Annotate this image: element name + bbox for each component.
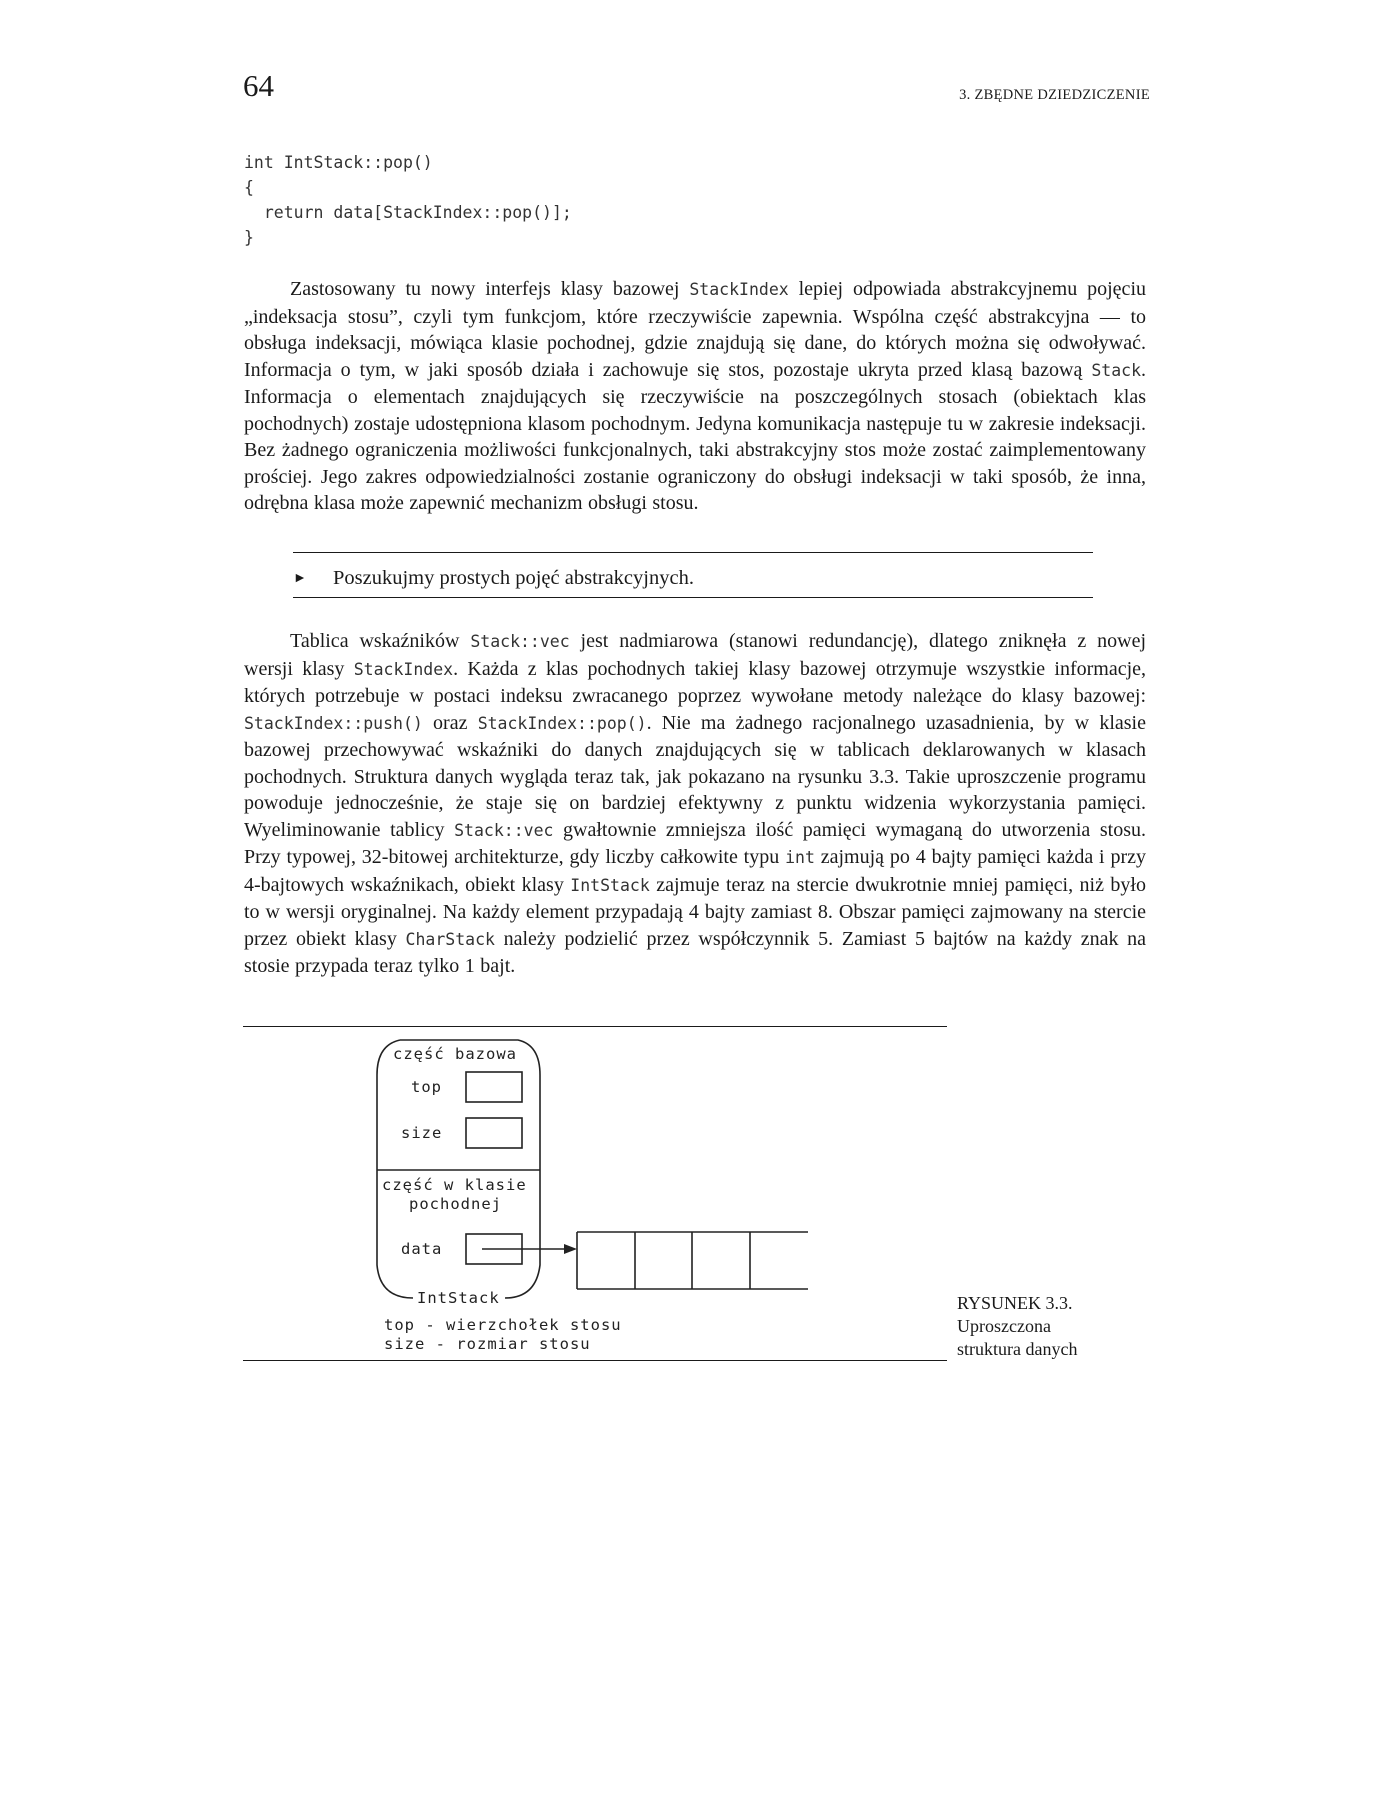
code-term: StackIndex::pop()	[477, 713, 647, 733]
callout-text: Poszukujmy prostych pojęć abstrakcyjnych.	[333, 567, 694, 589]
text-run: Tablica wskaźników	[290, 630, 471, 652]
base-part-label: część bazowa	[393, 1045, 517, 1063]
text-run: . Każda z klas pochodnych takiej klasy bazowej otrzymuje wszystkie informacje, których potrzebuje w postaci indeksu zwracanego poprzez wywołane metody należące do klasy bazowej:	[244, 657, 1147, 707]
caption-text: Uproszczona	[957, 1316, 1051, 1336]
class-name-label: IntStack	[417, 1289, 500, 1307]
code-term: Stack::vec	[470, 632, 570, 651]
object-outline	[377, 1040, 540, 1298]
code-line: int IntStack::pop()	[244, 153, 433, 172]
top-field-label: top	[411, 1078, 442, 1096]
text-run: należy podzielić przez współczynnik 5. Zamiast 5 bajtów na każdy znak na stosie przypada teraz tylko 1 bajt.	[244, 927, 1147, 977]
running-head: 3. ZBĘDNE DZIEDZICZENIE	[959, 87, 1150, 103]
caption-number: RYSUNEK 3.3.	[957, 1293, 1073, 1313]
caption-text: struktura danych	[957, 1339, 1078, 1359]
code-term: IntStack	[570, 875, 650, 895]
derived-part-label: pochodnej	[409, 1195, 502, 1213]
top-field-box	[466, 1072, 522, 1102]
size-field-box	[466, 1118, 522, 1148]
text-run: jest nadmiarowa (stanowi redundancję), dlatego zniknęła z nowej wersji klasy	[244, 630, 1147, 680]
text-run: . Informacja o elementach znajdujących się rzeczywiście na poszczególnych stosach (obiektach klas pochodnych) zostaje udostępniona klasom pochodnym. Jedyna komunikacja następuje tu w zakresie indeksacji. Bez żadnego ograniczenia możliwości funkcjonalnych, taki abstrakcyjny stos może zostać zaimplementowany prościej. Jego zakres odpowiedzialności zostanie ograniczony do obsługi indeksacji w taki sposób, że inna, odrębna klasa może zapewnić mechanizm obsługi stosu.	[244, 358, 1146, 514]
code-line: }	[244, 228, 254, 247]
code-term: StackIndex	[353, 659, 454, 679]
code-line: {	[244, 178, 254, 197]
size-field-label: size	[401, 1124, 443, 1142]
arrowhead-icon	[564, 1244, 577, 1254]
text-run: zajmują po 4 bajty pamięci każda i przy 4-bajtowych wskaźnikach, obiekt klasy	[244, 846, 1146, 896]
code-term: int	[785, 848, 815, 867]
legend-size: size - rozmiar stosu	[384, 1335, 591, 1353]
code-line: return data[StackIndex::pop()];	[244, 203, 572, 222]
code-term: CharStack	[405, 929, 495, 949]
code-term: Stack	[1091, 360, 1141, 380]
text-run: zajmuje teraz na stercie dwukrotnie mniej pamięci, niż było to w wersji oryginalnej. Na każdy element przypadają 4 bajty zamiast 8. Obszar pamięci zajmowany na stercie przez obiekt klasy	[244, 873, 1146, 950]
data-field-label: data	[401, 1240, 443, 1258]
code-term: StackIndex	[689, 280, 789, 299]
text-run: . Nie ma żadnego racjonalnego uzasadnienia, by w klasie bazowej przechowywać wskaźniki do danych znajdujących się w tablicach deklarowanych w klasach pochodnych. Struktura danych wygląda teraz tak, jak pokazano na rysunku 3.3. Takie uproszczenie programu powoduje jednocześnie, że staje się on bardziej efektywny z punktu widzenia wykorzystania pamięci. Wyeliminowanie tablicy	[244, 711, 1146, 841]
code-term: Stack::vec	[454, 820, 554, 840]
text-run: Zastosowany tu nowy interfejs klasy bazowej	[290, 278, 690, 300]
text-run: lepiej odpowiada abstrakcyjnemu pojęciu „indeksacja stosu”, czyli tym funkcjom, które rzeczywiście zapewnia. Wspólna część abstrakcyjna — to obsługa indeksacji, mówiąca klasie pochodnej, gdzie znajdują się dane, do których można się odwoływać. Informacja o tym, w jaki sposób działa i zachowuje się stos, pozostaje ukryta przed klasą bazową	[244, 278, 1146, 381]
page-number: 64	[243, 68, 274, 103]
figure-caption	[957, 1292, 1077, 1361]
code-term: StackIndex::push()	[244, 713, 423, 733]
text-run: gwałtownie zmniejsza ilość pamięci wymaganą do utworzenia stosu. Przy typowej, 32-bitowej architekturze, gdy liczby całkowite typu	[244, 818, 1146, 868]
legend-top: top - wierzchołek stosu	[384, 1316, 622, 1334]
triangle-bullet-icon: ►	[293, 571, 307, 586]
text-run: oraz	[422, 711, 478, 734]
derived-part-label: część w klasie	[382, 1176, 527, 1194]
